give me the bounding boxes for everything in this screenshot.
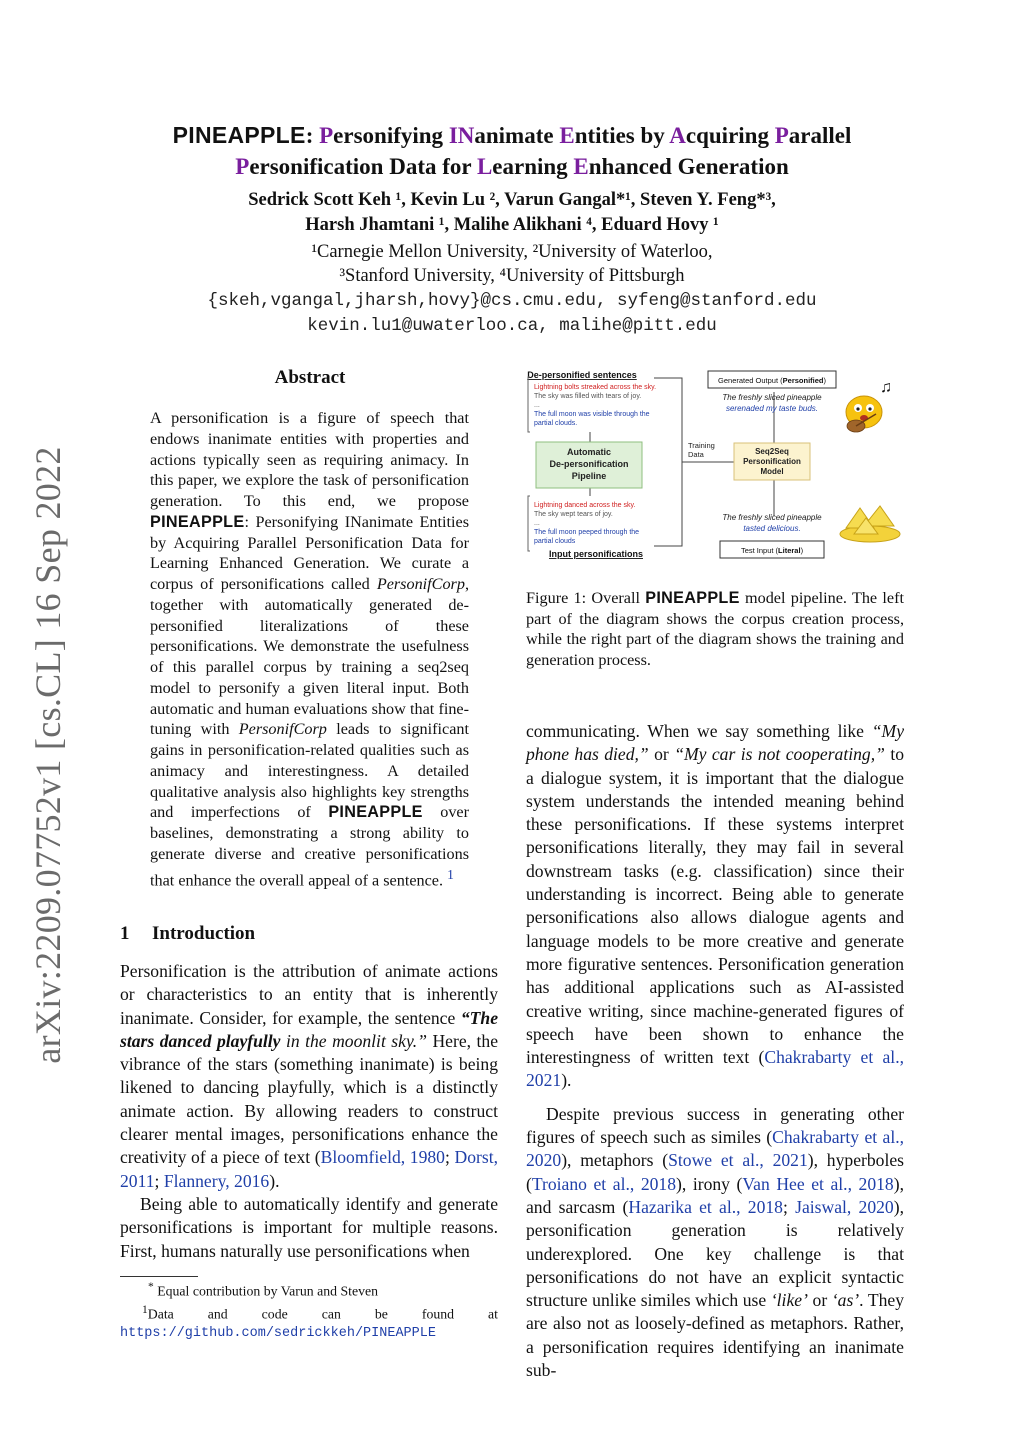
citation-chakrabarty-2020[interactable]: Chakrabarty et al., 2020 [526,1127,904,1171]
pipeline-line-2: De-personification [549,459,629,469]
text: Equal contribution by Varun and Steven [157,1283,379,1299]
citation-flannery[interactable]: Flannery, 2016 [163,1170,270,1191]
text: or [807,1290,832,1311]
input-dots: ... [534,520,540,527]
github-link[interactable]: https://github.com/sedrickkeh/PINEAPPLE [120,1326,436,1342]
title-acronym-letter: IN [448,123,475,148]
affiliation-line-2: ³Stanford University, ⁴University of Pittsburgh [339,266,685,286]
svg-text:Test Input (Literal) [741,546,804,555]
abstract-text-a: A personification is a figure of speech that endows inanimate entities with properties and actions typically seen as requiring animacy. In this paper, we explore the task of personification generation. To this end, we propose [150,409,469,510]
example-quote-rest: in the moonlit sky.” [280,1030,427,1051]
music-note-icon: ♫ [880,379,892,396]
quote-phone: “My phone has died,” [526,721,904,765]
word-like: ‘like’ [770,1290,808,1311]
footnotes [120,1278,498,1343]
title-acronym-letter: P [235,154,250,179]
output-line-2: serenaded my taste buds. [725,404,819,413]
title-acronym-letter: E [573,154,589,179]
figure-caption [526,588,904,671]
model-name: PINEAPPLE [328,803,423,822]
gen-out-c: ) [823,376,826,385]
paper-title [0,120,1024,182]
title-text: animate [474,123,560,148]
text: Despite previous success in generating other figures of speech such as similes ( [526,1103,904,1148]
abstract-text-b: : Personifying INanimate Entities by Acquiring Parallel Personification Data for Learning Enhanced Generation. We curate a corpus of personifications called [150,512,469,593]
deperson-dots: ... [534,402,540,409]
title-acronym-letter: L [476,154,493,179]
singing-pineapple-illustration [846,379,892,432]
input-line-1: The freshly sliced pineapple [722,513,822,522]
text: Data and code can be found at [147,1306,498,1322]
text: ), metaphors ( [561,1150,669,1171]
input-line-2: tasted delicious. [743,524,801,533]
right-paragraph-1: communicating. When we say something like “My phone has died,” or “My car is not cooperating,” to a dialogue system, it is important that the dialogue system understands the intended meaning behind these personifications. If these systems interpret personifications literally, they may fail in several downstream tasks (e.g. classification) since their understanding is incorrect. Being able to generate personifications also allows dialogue agents and language models to be more creative and generate more figurative sentences. Personification generation has additional applications such as AI-assisted creative writing, since machine-generated figures of speech have been shown to enhance the interestingness of written text (Chakrabarty et al., 2021). [526,721,905,1091]
text: or [648,744,675,765]
title-text: ersonification Data for [249,154,477,179]
footnote-marker[interactable]: 1 [447,866,454,882]
text: ), and sarcasm ( [526,1173,904,1217]
arxiv-identifier-stamp [8,440,88,1070]
email-addresses [0,289,1024,339]
footnote-code-link: $^1$Data and code can be found at https://github.com/sedrickkeh/PINEAPPLE [120,1303,498,1342]
abstract-text-e: over baselines, demonstrating a strong ability to generate diverse and creative personifications that enhance the overall appeal of a sentence. [150,803,470,889]
corpus-name: PersonifCorp [376,575,465,593]
deperson-sentence-3a: The full moon was visible through the [534,411,650,418]
model-name: PINEAPPLE [645,589,740,607]
generated-output-box [708,371,836,388]
input-sentence-1: Lightning danced across the sky. [534,502,636,509]
citation-hazarika[interactable]: Hazarika et al., 2018 [628,1196,783,1217]
corpus-name: PersonifCorp [238,720,327,739]
introduction-left-column [120,960,498,1263]
text: Figure 1: Overall [526,589,646,607]
test-a: Test Input ( [740,546,779,555]
input-sentence-3b: partial clouds [534,538,576,545]
input-sentence-2: The sky wept tears of joy. [534,511,613,518]
abstract-body [150,408,469,891]
title-acronym-letter: E [559,123,575,148]
test-b: Literal [778,546,801,555]
citation-van-hee[interactable]: Van Hee et al., 2018 [742,1173,894,1194]
automatic-depersonification-pipeline-box [536,442,642,488]
abstract-text-c: , together with automatically generated de-personified literalizations of these personifications. We demonstrate the usefulness of this parallel corpus by training a seq2seq model to personify a given literal input. Both automatic and human evaluations show that fine-tuning with [150,575,469,739]
word-as: ‘as’ [831,1290,860,1311]
text: . They are also not as loosely-defined as metaphors. Rather, a personification requires identifying an inanimate sub- [526,1290,904,1381]
title-model-name: PINEAPPLE [172,122,306,148]
citation-dorst[interactable]: Dorst, 2011 [120,1147,498,1191]
citation-chakrabarty-2021[interactable]: Chakrabarty et al., 2021 [526,1047,904,1091]
model-name: PINEAPPLE [150,512,245,531]
abstract-text-d: leads to significant gains in personification-related qualities such as animacy and interestingness. A detailed qualitative analysis also highlights key strengths and imperfections of [150,720,469,822]
authors-line-1: Sedrick Scott Keh ¹, Kevin Lu ², Varun Gangal*¹, Steven Y. Feng*³, [248,190,776,210]
quote-car: “My car is not cooperating,” [674,744,885,765]
test-c: ) [800,546,804,555]
title-text: ntities by [574,123,670,148]
citation-jaiswal[interactable]: Jaiswal, 2020 [795,1196,894,1217]
text: ), personification generation is relatively underexplored. One key challenge is that personifications do not have an explicit syntactic structure unlike similes which use [526,1196,904,1311]
section-number: 1 [120,923,130,944]
title-text: nhanced Generation [588,154,789,179]
title-acronym-letter: P [319,123,334,148]
text: ), hyperboles ( [526,1150,904,1194]
citation-bloomfield[interactable]: Bloomfield, 1980 [320,1147,445,1168]
authors-line-2: Harsh Jhamtani ¹, Malihe Alikhani ⁴, Eduard Hovy ¹ [305,215,719,235]
seq-line-1: Seq2Seq [755,447,789,456]
citation-troiano[interactable]: Troiano et al., 2018 [531,1173,677,1194]
sliced-pineapple-illustration [840,506,900,542]
citation-stowe[interactable]: Stowe et al., 2021 [668,1150,808,1171]
arxiv-identifier-text: arXiv:2209.07752v1 [cs.CL] 16 Sep 2022 [28,446,68,1064]
seq-line-2: Personification [743,457,801,466]
title-text: arallel [788,123,852,148]
title-text: cquiring [685,123,775,148]
title-acronym-letter: A [669,123,686,148]
abstract-heading: Abstract [274,367,346,388]
text: Personification is the attribution of animate actions or characteristics to an entity that is inherently inanimate. Consider, for example, the sentence [120,961,498,1028]
deperson-sentence-2: The sky was filled with tears of joy. [534,393,642,400]
right-paragraph-2: Despite previous success in generating other figures of speech such as similes (Chakrabarty et al., 2020), metaphors (Stowe et al., 2021), hyperboles (Troiano et al., 2018), irony (Van Hee et al., 2018), and sarcasm (Hazarika et al., 2018; Jaiswal, 2020), personification generation is relatively underexplored. One key challenge is that personifications do not have an explicit syntactic structure unlike similes which use ‘like’ or ‘as’. They are also not as loosely-defined as metaphors. Rather, a personification requires identifying an inanimate sub- [526,1103,904,1381]
affiliation-line-1: ¹Carnegie Mellon University, ²University of Waterloo, [311,242,713,262]
intro-paragraph-2: Being able to automatically identify and generate personifications is important for multiple reasons. First, humans naturally use personifications when [120,1193,498,1261]
training-label-1: Training [688,441,715,450]
pipeline-figure [524,368,908,568]
test-input-box [720,541,824,558]
title-text: earning [492,154,574,179]
input-personifications-box [528,496,643,559]
pipeline-line-1: Automatic [566,447,612,457]
deperson-sentence-3b: partial clouds. [534,420,578,427]
footnote-rule [120,1276,198,1277]
seq2seq-model-box [734,443,810,480]
footnote-equal-contribution: * Equal contribution by Varun and Steven [148,1281,379,1299]
input-sentence-3a: The full moon peeped through the [534,529,640,536]
email-line-2: kevin.lu1@uwaterloo.ca, malihe@pitt.edu [307,316,717,336]
deperson-sentence-1: Lightning bolts streaked across the sky. [534,384,657,391]
title-text: : [305,123,320,148]
deperson-title: De-personified sentences [527,370,637,380]
title-acronym-letter: P [774,123,789,148]
output-line-1: The freshly sliced pineapple [722,393,822,402]
affiliations [0,240,1024,288]
intro-paragraph-1: Personification is the attribution of animate actions or characteristics to an entity that is inherently inanimate. Consider, for example, the sentence “The stars danced playfully in the moonlit sky.” Here, the vibrance of the stars (something inanimate) is being likened to dancing playfully, which is a distinctly animate action. By allowing readers to construct clearer mental images, personifications enhance the creativity of a piece of text (Bloomfield, 1980; Dorst, 2011; Flannery, 2016). [120,961,498,1191]
email-line-1: {skeh,vgangal,jharsh,hovy}@cs.cmu.edu, syfeng@stanford.edu [207,291,817,311]
example-quote-bold: “The stars danced playfully [120,1007,498,1051]
text: Here, the vibrance of the stars (something inanimate) is being likened to dancing playfully, which is a distinctly animate action. By allowing readers to construct clearer mental images, personifications enhance the creativity of a piece of text ( [120,1030,498,1168]
pipeline-line-3: Pipeline [571,471,607,481]
de-personified-sentences-box [527,370,656,432]
gen-out-a: Generated Output ( [718,376,783,385]
text: ), irony ( [676,1173,743,1194]
text: to a dialogue system, it is important that the dialogue system understands the intended meaning behind these personifications. If these systems interpret personifications literally, they may fail in several downstream tasks (e.g. classification) since their understanding is incorrect. Being able to generate personifications also allows dialogue agents and language models to be more creative and generate more figurative sentences. Personification generation has additional applications such as AI-assisted creative writing, since machine-generated figures of speech have been shown to enhance the interestingness of written text ( [526,744,905,1068]
gen-out-b: Personified [782,376,824,385]
section-title: Introduction [152,923,256,944]
svg-text:Generated Output (Personified) [718,376,826,385]
input-title: Input personifications [548,549,644,559]
section-heading-introduction [120,923,255,945]
training-label-2: Data [688,450,704,459]
introduction-right-column [526,720,904,1382]
text: model pipeline. The left part of the diagram shows the corpus creation process, while the right part of the diagram shows the training and generation process. [526,589,904,670]
text: communicating. When we say something like [526,721,872,741]
author-list [0,188,1024,238]
seq-line-3: Model [760,467,784,476]
title-text: ersonifying [333,123,449,148]
